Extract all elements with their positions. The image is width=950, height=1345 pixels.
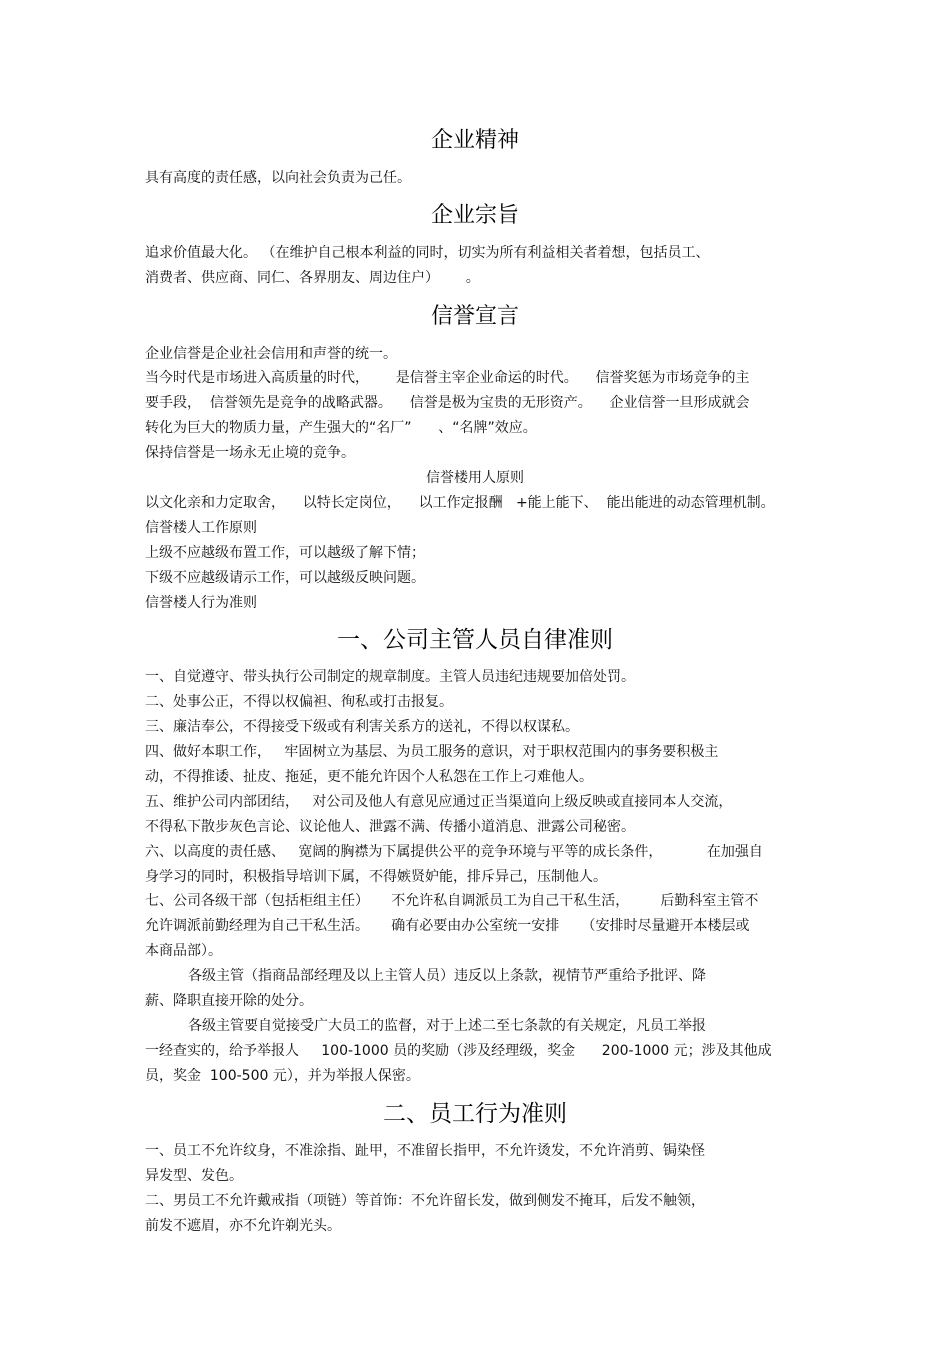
paragraph-line: 当今时代是市场进入高质量的时代， 是信誉主宰企业命运的时代。 信誉奖惩为市场竞争的主 — [145, 370, 750, 386]
paragraph-line: 身学习的同时，积极指导培训下属，不得嫉贤妒能，排斥异己，压制他人。 — [145, 869, 607, 885]
paragraph-line: 六、以高度的责任感、 宽阔的胸襟为下属提供公平的竞争环境与平等的成长条件， 在加强自 — [145, 844, 763, 860]
paragraph-line: 薪、降职直接开除的处分。 — [145, 993, 313, 1009]
paragraph-line: 一、员工不允许纹身，不准涂指、趾甲，不准留长指甲，不允许烫发，不允许消剪、锔染怪 — [145, 1143, 705, 1159]
paragraph-line: 各级主管要自觉接受广大员工的监督，对于上述二至七条款的有关规定，凡员工举报 — [188, 1018, 706, 1034]
paragraph-line: 上级不应越级布置工作，可以越级了解下情； — [145, 545, 425, 561]
paragraph-line: 保持信誉是一场永无止境的竞争。 — [145, 445, 355, 461]
paragraph-line: 下级不应越级请示工作，可以越级反映问题。 — [145, 570, 425, 586]
paragraph-line: 员，奖金 100-500 元），并为举报人保密。 — [145, 1068, 420, 1084]
paragraph-line: 三、廉洁奉公，不得接受下级或有利害关系方的送礼，不得以权谋私。 — [145, 719, 579, 735]
paragraph-line: 五、维护公司内部团结， 对公司及他人有意见应通过正当渠道向上级反映或直接同本人交流， — [145, 794, 733, 810]
paragraph-line: 追求价值最大化。 （在维护自己根本利益的同时，切实为所有利益相关者着想，包括员工、 — [145, 245, 710, 261]
paragraph-line: 二、男员工不允许戴戒指（项链）等首饰：不允许留长发，做到侧发不掩耳，后发不触领， — [145, 1193, 705, 1209]
paragraph-line: 消费者、供应商、同仁、各界朋友、周边住户） 。 — [145, 270, 480, 286]
heading-manager-self-discipline: 一、公司主管人员自律准则 — [337, 627, 613, 653]
heading-enterprise-purpose: 企业宗旨 — [430, 203, 519, 228]
paragraph-line: 前发不遮眉，亦不允许剃光头。 — [145, 1218, 341, 1234]
subheading-hiring-principles: 信誉楼用人原则 — [426, 470, 524, 486]
paragraph-line: 七、公司各级干部（包括柜组主任） 不允许私自调派员工为自己干私生活， 后勤科室主管不 — [145, 893, 759, 909]
paragraph-line: 四、做好本职工作， 牢固树立为基层、为员工服务的意识，对于职权范围内的事务要积极主 — [145, 744, 719, 760]
paragraph-line: 本商品部）。 — [145, 943, 222, 959]
paragraph-line: 信誉楼人工作原则 — [145, 520, 257, 536]
paragraph-line: 不得私下散步灰色言论、议论他人、泄露不满、传播小道消息、泄露公司秘密。 — [145, 819, 635, 835]
paragraph-line: 转化为巨大的物质力量，产生强大的“名厂” 、“名牌”效应。 — [145, 420, 537, 436]
paragraph-line: 异发型、发色。 — [145, 1168, 243, 1184]
paragraph-line: 企业信誉是企业社会信用和声誉的统一。 — [145, 346, 397, 362]
heading-credit-declaration: 信誉宣言 — [430, 304, 519, 329]
paragraph-line: 要手段， 信誉领先是竞争的战略武器。 信誉是极为宝贵的无形资产。 企业信誉一旦形成就会 — [145, 395, 750, 411]
paragraph-line: 允许调派前勤经理为自己干私生活。 确有必要由办公室统一安排 （安排时尽量避开本楼层或 — [145, 918, 750, 934]
paragraph-line: 二、处事公正，不得以权偏袒、徇私或打击报复。 — [145, 694, 453, 710]
paragraph-line: 一经查实的，给予举报人 100-1000 员的奖励（涉及经理级，奖金 200-1000 元；涉及其他成 — [145, 1043, 772, 1059]
paragraph-line: 各级主管（指商品部经理及以上主管人员）违反以上条款，视情节严重给予批评、降 — [188, 968, 706, 984]
paragraph-line: 信誉楼人行为准则 — [145, 595, 257, 611]
paragraph-line: 一、自觉遵守、带头执行公司制定的规章制度。主管人员违纪违规要加倍处罚。 — [145, 669, 635, 685]
heading-staff-conduct: 二、员工行为准则 — [383, 1101, 567, 1127]
paragraph-line: 具有高度的责任感，以向社会负责为己任。 — [145, 170, 411, 186]
paragraph-line: 动，不得推诿、扯皮、拖延，更不能允许因个人私怨在工作上刁难他人。 — [145, 769, 593, 785]
heading-enterprise-spirit: 企业精神 — [430, 128, 519, 153]
paragraph-line: 以文化亲和力定取舍， 以特长定岗位， 以工作定报酬 +能上能下、 能出能进的动态管理机制。 — [145, 495, 775, 511]
